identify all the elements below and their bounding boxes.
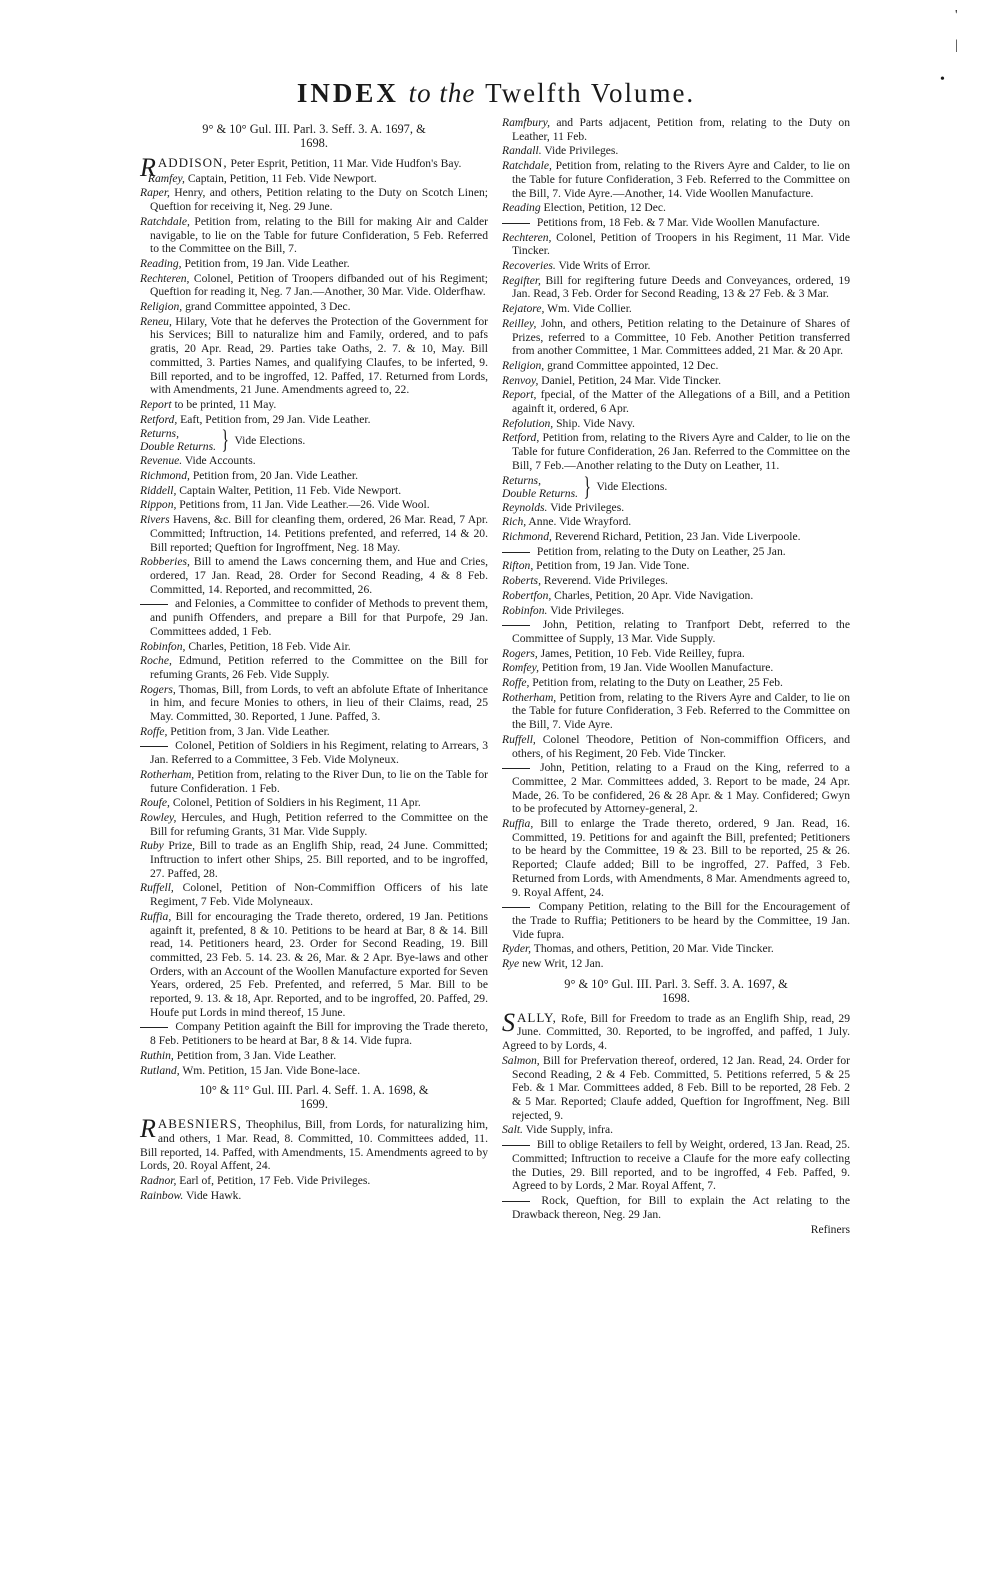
index-entry — [140, 186, 488, 213]
entry-list — [502, 116, 850, 473]
index-entry — [140, 469, 488, 483]
lead-entry — [502, 1007, 850, 1053]
entry-headword: Rifton, — [502, 559, 534, 573]
entry-headword: Rippon, — [140, 498, 177, 512]
index-entry — [502, 417, 850, 431]
index-entry — [502, 1054, 850, 1123]
index-entry — [140, 272, 488, 299]
session-heading — [140, 122, 488, 150]
entry-text: Hercules, and Hugh, Petition referred to the Committee on the Bill for refuming Grants, 31 Mar. Vide Supply. — [150, 810, 488, 838]
brace-head: Double Returns. — [502, 486, 578, 500]
entry-headword: Reading, — [140, 256, 182, 270]
entry-text: John, and others, Petition relating to the Detainure of Shares of Prizes, referred to a Committee, 10 Feb. Another Petition transferred from another Committee, 1 Mar. Committees added, 21 Mar. & 20 Apr. — [512, 316, 850, 358]
entry-list — [140, 172, 488, 427]
lead-headword: ADDISON, — [157, 155, 228, 170]
ditto-rule — [140, 746, 168, 747]
entry-headword: Roffe, — [502, 676, 530, 690]
entry-headword: Randall. — [502, 144, 542, 158]
index-entry — [502, 957, 850, 971]
index-entry — [140, 484, 488, 498]
entry-headword: Robertfon, — [502, 588, 552, 602]
index-entry — [140, 739, 488, 766]
entry-text: Election, Petition, 12 Dec. — [540, 201, 666, 215]
title-connector: to the — [408, 78, 476, 108]
entry-text: Henry, and others, Petition relating to the Duty on Scotch Linen; Queftion for receiving it, Neg. 29 June. — [150, 186, 488, 214]
index-entry — [140, 1020, 488, 1047]
brace-head: Returns, — [502, 473, 541, 487]
entry-headword: Romfey, — [502, 661, 540, 675]
index-entry — [502, 618, 850, 645]
lead-text: Peter Esprit, Petition, 11 Mar. Vide Hudfon's Bay. — [227, 157, 462, 170]
ditto-rule — [502, 552, 530, 553]
entry-text: Rock, Queftion, for Bill to explain the Act relating to the Drawback thereon, Neg. 29 Jan. — [512, 1193, 850, 1221]
entry-text: Reverend Richard, Petition, 23 Jan. Vide Liverpoole. — [551, 529, 801, 543]
entry-headword: Revenue. — [140, 454, 183, 468]
entry-text: Vide Supply, infra. — [522, 1123, 614, 1137]
ditto-rule — [502, 223, 530, 224]
session-heading-year: 1698. — [300, 136, 328, 150]
entry-headword: Reneu, — [140, 314, 172, 328]
index-entry — [140, 881, 488, 908]
entry-text: Havens, &c. Bill for cleanfing them, ordered, 26 Mar. Read, 7 Apr. Committed; Inftruction, 14. Petitions prefented, and referred, 14 & 20. Bill reported; Queftion for Ingroffment, Neg. 18 May. — [150, 513, 488, 554]
index-entry — [140, 555, 488, 596]
entry-text: Petition from, 19 Jan. Vide Leather. — [181, 256, 350, 270]
entry-headword: Ryder, — [502, 942, 532, 956]
entry-headword: Robinfon. — [502, 603, 548, 617]
entry-text: Vide Accounts. — [182, 454, 256, 468]
entry-headword: Raper, — [140, 186, 170, 200]
entry-headword: Rotherham, — [502, 690, 557, 704]
index-entry — [502, 676, 850, 690]
entry-headword: Rainbow. — [140, 1188, 184, 1202]
index-entry — [502, 431, 850, 472]
index-entry — [140, 640, 488, 654]
entry-text: Petition from, 19 Jan. Vide Tone. — [533, 559, 690, 573]
entry-text: Petition from, relating to the River Dun, to lie on the Table for future Confideration. 1 Feb. — [150, 767, 488, 795]
index-entry — [140, 1189, 488, 1203]
entry-headword: Ratchdale, — [502, 159, 552, 173]
index-entry — [502, 201, 850, 215]
entry-headword: Rechteren, — [502, 230, 552, 244]
entry-headword: Retford, — [502, 431, 540, 445]
entry-text: Hilary, Vote that he deferves the Protection of the Government for his Services; Bill to naturalize him and Family, ordered, and to pafs gratis, 20 Apr. Read, 29. Parties take Oaths, 2. 7. & 10, May. Bill committed, 3. Parties Names, and qualifying Claufes, to be inferted, 9. Bill reported, and to be ingroffed, 12. Paffed, 17. Returned from Lords, with Amendments, 21 June. Amendments agreed to, 22. — [150, 314, 488, 397]
title-volume: Twelfth Volume. — [485, 78, 696, 108]
entry-headword: Reading — [502, 201, 541, 215]
brace-glyph: } — [583, 471, 591, 501]
entry-headword: Regifter, — [502, 273, 541, 287]
entry-headword: Ramfbury, — [502, 116, 550, 129]
index-entry — [502, 359, 850, 373]
index-entry — [140, 1064, 488, 1078]
entry-text: Anne. Vide Wrayford. — [526, 515, 632, 529]
ditto-rule — [502, 1145, 530, 1146]
entry-text: Wm. Petition, 15 Jan. Vide Bone-lace. — [179, 1063, 361, 1077]
entry-text: Petition from, 3 Jan. Vide Leather. — [167, 724, 330, 738]
entry-headword: Religion, — [502, 358, 545, 372]
entry-text: Petition from, 19 Jan. Vide Woollen Manufacture. — [539, 661, 774, 675]
entry-text: Petitions from, 11 Jan. Vide Leather.—26. Vide Wool. — [176, 498, 430, 512]
session-heading — [502, 977, 850, 1005]
brace-ref: Vide Elections. — [596, 479, 668, 493]
entry-headword: Report — [140, 397, 172, 411]
entry-headword: Ruffia, — [140, 909, 172, 923]
entry-text: Eaft, Petition from, 29 Jan. Vide Leather. — [177, 412, 371, 426]
index-entry — [502, 647, 850, 661]
ditto-rule — [502, 907, 530, 908]
entry-headword: Radnor, — [140, 1174, 177, 1188]
index-entry — [502, 530, 850, 544]
entry-headword: Ruffell, — [140, 881, 174, 895]
entry-text: Company Petition, relating to the Bill for the Encouragement of the Trade to Ruffia; Petitioners to be heard by the Committee, 19 Jan. Vide fupra. — [512, 900, 850, 941]
index-entry — [502, 302, 850, 316]
index-entry — [502, 317, 850, 358]
index-entry — [502, 574, 850, 588]
entry-text: Vide Privileges. — [547, 500, 625, 514]
left-column — [140, 116, 488, 1204]
right-column — [502, 116, 850, 1237]
entry-text: Bill to oblige Retailers to fell by Weight, ordered, 13 Jan. Read, 25. Committed; Inftruction to receive a Claufe for the more eafy collecting the Duties, 29. Bill reported, and to be ingroffed, 4 Feb. Paffed, 9. Agreed to by Lords, 2 Mar. Royal Affent, 7. — [512, 1138, 850, 1193]
session-heading-line: 9° & 10° Gul. III. Parl. 3. Seff. 3. A. 1697, & — [564, 976, 788, 991]
entry-headword: Roufe, — [140, 796, 170, 810]
index-entry — [502, 900, 850, 941]
entry-text: Daniel, Petition, 24 Mar. Vide Tincker. — [538, 373, 722, 387]
session-heading-year: 1698. — [662, 990, 690, 1005]
entry-text: Thomas, and others, Petition, 20 Mar. Vide Tincker. — [531, 942, 774, 956]
entry-headword: Rye — [502, 957, 520, 971]
drop-initial: S — [502, 1007, 515, 1037]
entry-text: Bill to amend the Laws concerning them, and Hue and Cries, ordered, 17 Jan. Read, 28. Order for Second Reading, 4 & 8 Feb. Committed, 14. Reported, and recommitted, 26. — [150, 555, 488, 596]
lead-headword: ALLY, — [517, 1009, 557, 1025]
entry-text: grand Committee appointed, 3 Dec. — [182, 300, 351, 314]
entry-headword: Salt. — [502, 1123, 523, 1137]
entry-headword: Reynolds. — [502, 500, 548, 514]
index-entry — [502, 1123, 850, 1137]
entry-text: Bill for encouraging the Trade thereto, ordered, 19 Jan. Petitions againft it, prefented, 8 & 10. Petitions to be heard at Bar, 8 & 14. Bill read, 14. Petitioners heard, 23. Order for Second Reading, 19. Bill committed, 23 Feb. 5. 14. 23. & 26, Mar. & 2 Apr. Bye-laws and other Orders, with an Account of the Woollen Manufacture exported for Seven Years, ordered, 25 Feb. Prefented, and referred, 5 Mar. Bill to be reported, 9. 13. & 18, Apr. Reported, and to be ingroffed, 20. Paffed, 29. Houfe put Lords in mind thereof, 15 June. — [150, 909, 488, 1019]
entry-text: Petition from, 20 Jan. Vide Leather. — [189, 469, 359, 483]
catchword: Refiners — [810, 1223, 850, 1237]
brace-entry — [502, 471, 850, 501]
entry-text: Vide Privileges. — [547, 603, 625, 617]
entry-list — [140, 454, 488, 1077]
index-entry — [502, 144, 850, 158]
entry-text: Petitions from, 18 Feb. & 7 Mar. Vide Woollen Manufacture. — [534, 215, 820, 229]
index-entry — [502, 589, 850, 603]
margin-mark: | — [955, 38, 958, 53]
index-entry — [140, 683, 488, 724]
entry-headword: Ratchdale, — [140, 214, 190, 228]
entry-list — [140, 1174, 488, 1202]
index-entry — [140, 796, 488, 810]
entry-headword: Ruffia, — [502, 817, 534, 831]
index-entry — [502, 216, 850, 230]
entry-headword: Rejatore, — [502, 302, 545, 316]
entry-headword: Rutland, — [140, 1063, 180, 1077]
entry-headword: Roche, — [140, 654, 172, 668]
session-heading-year: 1699. — [300, 1097, 328, 1112]
index-entry — [140, 839, 488, 880]
entry-headword: Refolution, — [502, 416, 554, 430]
entry-text: Thomas, Bill, from Lords, to veft an abfolute Eftate of Inheritance in him, and fecure Monies to others, in lieu of their Claims, read, 25 May. Committed, 30. Reported, 1 June. Paffed, 3. — [150, 682, 488, 724]
index-entry — [140, 725, 488, 739]
entry-text: John, Petition, relating to a Fraud on the King, referred to a Committee, 2 Mar. Committees added, 3. Report to be made, 24 Apr. Made, 26. To be confidered, 26 & 28 Apr. & 1 May. Confidered; Gwyn to be profecuted by Attorney-general, 2. — [512, 761, 850, 816]
entry-text: Petition from, relating to the Duty on Leather, 25 Feb. — [529, 676, 783, 690]
lead-headword: ABESNIERS, — [157, 1116, 242, 1132]
index-entry — [502, 159, 850, 200]
entry-headword: Ruthin, — [140, 1048, 174, 1062]
index-entry — [502, 231, 850, 258]
entry-text: Bill for Prefervation thereof, ordered, 12 Jan. Read, 24. Order for Second Reading, 2 & 4 Feb. Committed, 5. Petitions referred, 5 & 25 Feb. & 1 Mar. Committees added, 8 Feb. Bill to be reported, 28 Feb. 2 & 5 Mar. Reported; Claufe added, Queftion for Ingroffment, Neg. Bill rejected, 9. — [512, 1053, 850, 1122]
index-entry — [502, 817, 850, 899]
drop-initial: R — [140, 153, 156, 182]
entry-text: Bill to enlarge the Trade thereto, ordered, 9 Jan. Read, 16. Committed, 19. Petitions for and againft the Bill, prefented; Petitioners to be heard by the Committee, 19 & 23. Bill to be reported, 25 & 26. Reported; Claufe added; Bill to be ingroffed, 27. Paffed, 3 Feb. Returned from Lords, with Amendments, 8 Mar. Amendments agreed to, 9. Royal Affent, 24. — [512, 817, 850, 899]
index-entry — [502, 761, 850, 816]
entry-headword: Roffe, — [140, 724, 168, 738]
index-entry — [140, 1174, 488, 1188]
entry-text: Edmund, Petition referred to the Committee on the Bill for refuming Grants, 26 Feb. Vide Supply. — [150, 654, 488, 681]
entry-text: Company Petition againft the Bill for improving the Trade thereto, 8 Feb. Petitioners to be heard at Bar, 8 & 14. Vide fupra. — [150, 1020, 488, 1048]
entry-headword: Ramfey, — [147, 171, 185, 185]
entry-text: and Felonies, a Committee to confider of Methods to prevent them, and punifh Offenders, and prepare a Bill for that Purpofe, 29 Jan. Committees added, 1 Feb. — [150, 597, 488, 638]
entry-text: Charles, Petition, 20 Apr. Vide Navigation. — [551, 588, 754, 602]
index-entry — [502, 374, 850, 388]
entry-headword: Rogers, — [140, 682, 176, 696]
index-entry — [140, 454, 488, 468]
entry-text: Captain, Petition, 11 Feb. Vide Newport. — [184, 171, 377, 185]
entry-text: Charles, Petition, 18 Feb. Vide Air. — [185, 639, 351, 653]
entry-text: Colonel, Petition of Non-Commiffion Officers of his late Regiment, 7 Feb. Vide Molyneaux. — [150, 881, 488, 909]
index-entry — [140, 315, 488, 397]
index-entry — [140, 398, 488, 412]
index-entry — [140, 768, 488, 795]
entry-text: Petition from, relating to the Duty on Leather, 25 Jan. — [534, 544, 786, 558]
entry-text: Petition from, relating to the Bill for making Air and Calder navigable, to lie on the Table for future Confideration, 5 Feb. Referred to the Committee on the Bill, 7. — [150, 214, 488, 256]
entry-text: John, Petition, relating to Tranfport Debt, referred to the Committee of Supply, 13 Mar. Vide Supply. — [512, 618, 850, 645]
index-entry — [502, 691, 850, 732]
entry-text: Petition from, 3 Jan. Vide Leather. — [173, 1048, 337, 1062]
brace-glyph: } — [221, 425, 229, 455]
entry-text: Wm. Vide Collier. — [544, 302, 632, 316]
entry-headword: Richmond, — [502, 529, 552, 543]
entry-headword: Rechteren, — [140, 271, 190, 285]
drop-initial: R — [140, 1114, 156, 1144]
entry-headword: Report, — [502, 388, 537, 402]
entry-headword: Rich, — [502, 515, 527, 529]
entry-headword: Rotherham, — [140, 767, 195, 781]
index-entry — [140, 300, 488, 314]
entry-headword: Ruby — [140, 839, 164, 853]
entry-text: to be printed, 11 May. — [171, 397, 277, 411]
session-heading-line: 10° & 11° Gul. III. Parl. 4. Seff. 1. A. 1698, & — [199, 1083, 429, 1098]
entry-text: Prize, Bill to trade as an Englifh Ship, read, 24 June. Committed; Inftruction to infert other Ships, 25. Bill reported, and to be ingroffed, 27. Paffed, 28. — [150, 839, 488, 880]
entry-text: Reverend. Vide Privileges. — [540, 574, 668, 588]
entry-headword: Riddell, — [140, 483, 177, 497]
entry-text: Colonel, Petition of Soldiers in his Regiment, relating to Arrears, 3 Jan. Referred to a Committee, 3 Feb. Vide Molyneux. — [150, 739, 488, 767]
entry-text: Petition from, relating to the Rivers Ayre and Calder, to lie on the Table for future Confideration, 26 Jan. Referred to the Committee on the Bill, 7 Feb.—Another relating to the Duty on Leather, 11. — [512, 431, 850, 472]
entry-text: fpecial, of the Matter of the Allegations of a Bill, and a Petition againft it, ordered, 6 Apr. — [512, 388, 850, 416]
index-entry — [502, 515, 850, 529]
ornament-dot: • — [940, 72, 945, 87]
entry-text: Colonel, Petition of Soldiers in his Regiment, 11 Apr. — [169, 796, 421, 810]
index-entry — [140, 413, 488, 427]
entry-headword: Salmon, — [502, 1053, 540, 1067]
index-entry — [140, 811, 488, 838]
index-entry — [140, 597, 488, 638]
session-heading — [140, 1083, 488, 1111]
lead-text: Theophilus, Bill, from Lords, for naturalizing him, and others, 1 Mar. Read, 8. Committed, 10. Committees added, 11. Bill reported, 14. Paffed, with Amendments, 15. Amendments agreed to by Lords, 20. Royal Affent, 24. — [140, 1118, 488, 1173]
index-entry — [140, 513, 488, 554]
brace-head: Returns, — [140, 427, 179, 441]
ditto-rule — [140, 604, 168, 605]
entry-headword: Rowley, — [140, 810, 177, 824]
entry-text: grand Committee appointed, 12 Dec. — [544, 358, 719, 372]
index-entry — [502, 1194, 850, 1221]
index-entry — [140, 498, 488, 512]
ditto-rule — [140, 1027, 168, 1028]
entry-headword: Reilley, — [502, 316, 537, 330]
index-entry — [140, 654, 488, 681]
index-entry — [140, 1049, 488, 1063]
index-entry — [502, 559, 850, 573]
entry-text: Vide Privileges. — [541, 144, 619, 158]
brace-heads — [140, 427, 216, 453]
index-entry — [502, 545, 850, 559]
brace-ref: Vide Elections. — [234, 433, 306, 447]
index-entry — [502, 661, 850, 675]
index-entry — [502, 259, 850, 273]
entry-headword: Robinfon, — [140, 639, 186, 653]
entry-text: Ship. Vide Navy. — [553, 416, 635, 430]
ditto-rule — [502, 625, 530, 626]
index-entry — [502, 942, 850, 956]
entry-headword: Retford, — [140, 412, 178, 426]
index-entry — [502, 733, 850, 760]
entry-text: Colonel Theodore, Petition of Non-commiffion Officers, and others, of his Regiment, 20 Feb. Vide Tincker. — [512, 732, 850, 760]
entry-headword: Recoveries. — [502, 259, 556, 273]
entry-headword: Ruffell, — [502, 732, 536, 746]
entry-text: and Parts adjacent, Petition from, relating to the Duty on Leather, 11 Feb. — [512, 116, 850, 143]
entry-headword: Rivers — [140, 513, 170, 527]
index-entry — [140, 910, 488, 1020]
index-entry — [140, 257, 488, 271]
ditto-rule — [502, 1201, 530, 1202]
index-entry — [502, 388, 850, 415]
entry-headword: Roberts, — [502, 574, 541, 588]
entry-headword: Robberies, — [140, 555, 190, 569]
brace-entry — [140, 427, 488, 453]
index-entry — [502, 501, 850, 515]
lead-entry — [140, 1114, 488, 1173]
lead-text: Rofe, Bill for Freedom to trade as an Englifh Ship, read, 29 June. Committed, 30. Reported, to be ingroffed, and paffed, 1 July. Agreed to by Lords, 4. — [502, 1011, 850, 1053]
entry-text: new Writ, 12 Jan. — [519, 957, 604, 971]
page-title — [0, 78, 992, 109]
index-entry — [140, 215, 488, 256]
entry-text: Vide Hawk. — [183, 1188, 242, 1202]
index-entry — [502, 274, 850, 301]
index-entry — [502, 1138, 850, 1193]
entry-text: Bill for regiftering future Deeds and Conveyances, ordered, 19 Jan. Read, 3 Feb. Order for Second Reading, 13 & 27 Feb. & 3 Mar. — [512, 273, 850, 301]
margin-mark: ' — [955, 8, 958, 23]
index-entry — [502, 604, 850, 618]
index-entry — [502, 116, 850, 143]
entry-headword: Richmond, — [140, 469, 190, 483]
entry-headword: Rogers, — [502, 646, 538, 660]
entry-text: Captain Walter, Petition, 11 Feb. Vide Newport. — [176, 483, 402, 497]
entry-text: Colonel, Petition of Troopers difbanded out of his Regiment; Queftion for reading it, Neg. 7 Jan.—Another, 30 Mar. Vide. Olderfhaw. — [150, 271, 488, 299]
brace-heads — [502, 474, 578, 500]
entry-text: Colonel, Petition of Troopers in his Regiment, 11 Mar. Vide Tincker. — [512, 230, 850, 258]
entry-text: James, Petition, 10 Feb. Vide Reilley, fupra. — [537, 646, 745, 660]
entry-text: Petition from, relating to the Rivers Ayre and Calder, to lie on the Table for future Confideration, 3 Feb. Referred to the Committee on the Bill, 7. Vide Ayre. — [512, 690, 850, 732]
entry-list — [502, 1054, 850, 1221]
title-index: INDEX — [296, 78, 399, 108]
ditto-rule — [502, 768, 530, 769]
entry-text: Earl of, Petition, 17 Feb. Vide Privileges. — [176, 1174, 371, 1188]
entry-headword: Renvoy, — [502, 373, 539, 387]
entry-list — [502, 501, 850, 971]
entry-headword: Religion, — [140, 300, 183, 314]
entry-text: Vide Writs of Error. — [555, 259, 651, 273]
entry-text: Petition from, relating to the Rivers Ayre and Calder, to lie on the Table for future Confideration, 3 Feb. Referred to the Committee on the Bill, 7. Vide Ayre.—Another, 14. Vide Woollen Manufacture. — [512, 159, 850, 200]
session-heading-line: 9° & 10° Gul. III. Parl. 3. Seff. 3. A. 1697, & — [202, 122, 426, 136]
brace-head: Double Returns. — [140, 440, 216, 454]
index-entry — [140, 172, 488, 186]
